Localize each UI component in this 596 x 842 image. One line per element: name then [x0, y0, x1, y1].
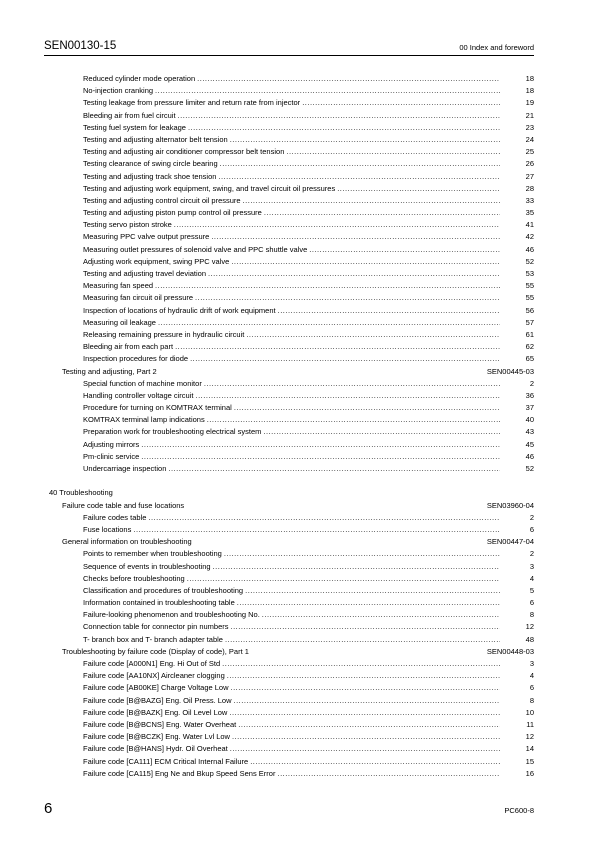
- toc-label: Measuring oil leakage: [83, 317, 156, 327]
- toc-entry: [0, 707, 596, 719]
- dot-leader: [232, 731, 500, 743]
- toc-entry: [0, 743, 596, 755]
- toc-row-content: [49, 487, 502, 499]
- toc-label: Troubleshooting by failure code (Display of code), Part 1: [62, 646, 249, 656]
- toc-label: Failure code [B@BCZK] Eng. Water Lvl Low: [83, 732, 230, 742]
- toc-label: Failure code [B@HANS] Hydr. Oil Overheat: [83, 744, 228, 754]
- toc-entry: [0, 634, 596, 646]
- toc-row-content: [83, 609, 502, 621]
- toc-label: Testing fuel system for leakage: [83, 122, 186, 132]
- dot-leader: [231, 682, 500, 694]
- toc-label: Bleeding air from each part: [83, 342, 174, 352]
- toc-row-content: [83, 353, 502, 365]
- dot-leader: [218, 171, 500, 183]
- toc-row-content: [83, 134, 502, 146]
- toc-entry: [0, 414, 596, 426]
- toc-row-content: [83, 231, 502, 243]
- toc-page-number: 37: [525, 403, 534, 413]
- toc-page-number: 4: [529, 573, 534, 583]
- toc-entry: [0, 561, 596, 573]
- toc-entry: [0, 305, 596, 317]
- toc-row-content: [83, 585, 502, 597]
- toc-page-number: 28: [525, 183, 534, 193]
- toc-entry: [0, 609, 596, 621]
- toc-row-content: [83, 670, 502, 682]
- toc-page-number: 65: [525, 354, 534, 364]
- toc-label: Failure code [A000N1] Eng. Hi Out of Std: [83, 659, 221, 668]
- toc-label: Fuse locations: [83, 524, 132, 534]
- toc-entry: [0, 85, 596, 97]
- toc-label: Failure code [AA10NX] Aircleaner clogging: [83, 671, 225, 681]
- dot-leader: [197, 73, 500, 85]
- toc-entry: [0, 402, 596, 414]
- toc-entry: [0, 292, 596, 304]
- toc-page-number: 27: [525, 171, 534, 181]
- toc-spacer: [0, 475, 596, 487]
- toc-label: Failure-looking phenomenon and troubleshooting No.: [83, 610, 260, 620]
- dot-leader: [141, 439, 500, 451]
- document-code: SEN00130-15: [44, 40, 117, 52]
- toc-entry: [0, 512, 596, 524]
- dot-leader: [234, 402, 500, 414]
- toc-entry: [0, 451, 596, 463]
- toc-page-number: 21: [525, 110, 534, 120]
- dot-leader: [229, 707, 500, 719]
- toc-entry: [0, 682, 596, 694]
- toc-label: T- branch box and T- branch adapter table: [83, 634, 223, 644]
- toc-entry: [0, 695, 596, 707]
- toc-chapter: [0, 487, 596, 499]
- toc-page-number: 8: [529, 695, 534, 705]
- machine-model: PC600-8: [504, 806, 534, 815]
- toc-entry: [0, 756, 596, 768]
- toc-row-content: [83, 280, 502, 292]
- toc-label: Testing and adjusting piston pump control oil pressure: [83, 208, 262, 218]
- toc-page-number: 2: [529, 378, 534, 388]
- toc-page-number: 8: [529, 610, 534, 620]
- toc-entry: [0, 122, 596, 134]
- dot-leader: [278, 305, 500, 317]
- toc-entry: [0, 573, 596, 585]
- toc-page-number: 53: [525, 269, 534, 278]
- toc-page-number: 6: [529, 683, 534, 693]
- toc-label: Testing and adjusting, Part 2: [62, 366, 157, 376]
- dot-leader: [277, 768, 500, 780]
- toc-label: Failure code [AB00KE] Charge Voltage Low: [83, 683, 229, 693]
- dot-leader: [231, 256, 500, 268]
- toc-section: [0, 646, 596, 658]
- dot-leader: [168, 463, 500, 475]
- dot-leader: [208, 268, 500, 280]
- toc-row-content: [83, 85, 502, 97]
- toc-page-number: 14: [525, 744, 534, 754]
- toc-row-content: [83, 292, 502, 304]
- toc-entry: [0, 317, 596, 329]
- toc-label: Testing and adjusting alternator belt tension: [83, 134, 228, 144]
- dot-leader: [286, 146, 500, 158]
- toc-page-number: 10: [525, 707, 534, 717]
- toc-label: Testing servo piston stroke: [83, 220, 172, 230]
- toc-label: Releasing remaining pressure in hydraulic circuit: [83, 329, 245, 339]
- toc-document-code: SEN03960-04: [486, 500, 534, 510]
- dot-leader: [230, 134, 500, 146]
- dot-leader: [178, 110, 500, 122]
- toc-page-number: 33: [525, 195, 534, 205]
- toc-label: Connection table for connector pin numbers: [83, 622, 229, 632]
- toc-label: Testing and adjusting work equipment, swing, and travel circuit oil pressures: [83, 183, 336, 193]
- toc-row-content: [83, 756, 502, 768]
- toc-row-content: [83, 658, 502, 670]
- toc-entry: [0, 219, 596, 231]
- toc-page-number: 52: [525, 256, 534, 266]
- toc-page-number: 52: [525, 464, 534, 473]
- toc-label: Inspection of locations of hydraulic drift of work equipment: [83, 305, 276, 315]
- toc-row-content: [83, 305, 502, 317]
- toc-entry: [0, 110, 596, 122]
- toc-row-content: [83, 707, 502, 719]
- toc-page-number: 40: [525, 415, 534, 425]
- toc-label: Measuring fan speed: [83, 281, 154, 291]
- toc-entry: [0, 256, 596, 268]
- toc-label: Testing clearance of swing circle bearing: [83, 159, 218, 169]
- toc-label: Reduced cylinder mode operation: [83, 74, 196, 83]
- toc-row-content: [83, 219, 502, 231]
- toc-page-number: 36: [525, 390, 534, 400]
- section-title: 00 Index and foreword: [459, 43, 534, 52]
- toc-entry: [0, 231, 596, 243]
- toc-row-content: [83, 402, 502, 414]
- toc-entry: [0, 548, 596, 560]
- toc-entry: [0, 378, 596, 390]
- toc-page-number: 5: [529, 585, 534, 595]
- toc-label: Checks before troubleshooting: [83, 573, 185, 583]
- toc-row-content: [83, 341, 502, 353]
- toc-label: Pm-clinic service: [83, 451, 140, 461]
- toc-row-content: [83, 122, 502, 134]
- dot-leader: [337, 183, 500, 195]
- toc-row-content: [62, 500, 502, 512]
- table-of-contents: [0, 73, 596, 780]
- toc-row-content: [83, 512, 502, 524]
- toc-label: Sequence of events in troubleshooting: [83, 561, 211, 571]
- toc-page-number: 2: [529, 549, 534, 559]
- toc-label: Undercarriage inspection: [83, 464, 167, 473]
- toc-row-content: [83, 110, 502, 122]
- dot-leader: [227, 670, 500, 682]
- toc-row-content: [83, 451, 502, 463]
- toc-page-number: 56: [525, 305, 534, 315]
- dot-leader: [262, 609, 500, 621]
- toc-row-content: [83, 426, 502, 438]
- toc-page-number: 46: [525, 451, 534, 461]
- toc-page-number: 2: [529, 512, 534, 522]
- dot-leader: [250, 756, 500, 768]
- dot-leader: [246, 329, 500, 341]
- toc-row-content: [83, 97, 502, 109]
- toc-page-number: 57: [525, 317, 534, 327]
- dot-leader: [211, 231, 500, 243]
- toc-row-content: [83, 463, 502, 475]
- toc-entry: [0, 268, 596, 280]
- header-divider: [44, 55, 534, 56]
- page-number: 6: [44, 800, 53, 817]
- toc-label: Testing and adjusting track shoe tension: [83, 171, 217, 181]
- toc-section: [0, 366, 596, 378]
- toc-entry: [0, 658, 596, 670]
- toc-entry: [0, 183, 596, 195]
- toc-page-number: 46: [525, 244, 534, 254]
- toc-document-code: SEN00445-03: [486, 366, 534, 376]
- toc-entry: [0, 73, 596, 85]
- dot-leader: [222, 658, 500, 670]
- toc-entry: [0, 280, 596, 292]
- dot-leader: [187, 573, 500, 585]
- dot-leader: [190, 353, 500, 365]
- dot-leader: [188, 122, 500, 134]
- toc-page-number: 48: [525, 634, 534, 644]
- toc-row-content: [62, 646, 502, 658]
- dot-leader: [238, 719, 500, 731]
- toc-entry: [0, 207, 596, 219]
- dot-leader: [141, 451, 500, 463]
- dot-leader: [158, 317, 500, 329]
- toc-entry: [0, 439, 596, 451]
- toc-label: Testing and adjusting travel deviation: [83, 269, 206, 278]
- toc-entry: [0, 426, 596, 438]
- toc-row-content: [83, 146, 502, 158]
- toc-label: Classification and procedures of troubleshooting: [83, 585, 244, 595]
- toc-label: Failure code [B@BCNS] Eng. Water Overheat: [83, 719, 237, 729]
- toc-entry: [0, 670, 596, 682]
- toc-page-number: 55: [525, 281, 534, 291]
- toc-entry: [0, 390, 596, 402]
- toc-page-number: 18: [525, 86, 534, 96]
- toc-label: Adjusting mirrors: [83, 439, 140, 449]
- toc-row-content: [83, 414, 502, 426]
- toc-entry: [0, 731, 596, 743]
- toc-page-number: 35: [525, 208, 534, 218]
- toc-label: Testing and adjusting control circuit oil pressure: [83, 195, 241, 205]
- toc-entry: [0, 719, 596, 731]
- toc-label: Adjusting work equipment, swing PPC valve: [83, 256, 230, 266]
- dot-leader: [155, 280, 500, 292]
- toc-label: No-injection cranking: [83, 86, 154, 96]
- toc-page-number: 18: [525, 74, 534, 83]
- toc-entry: [0, 329, 596, 341]
- dot-leader: [230, 743, 500, 755]
- toc-page-number: 62: [525, 342, 534, 352]
- toc-label: Special function of machine monitor: [83, 378, 202, 388]
- dot-leader: [302, 97, 500, 109]
- toc-row-content: [83, 768, 502, 780]
- toc-label: General information on troubleshooting: [62, 537, 192, 547]
- page-header: [44, 40, 534, 56]
- toc-row-content: [83, 439, 502, 451]
- toc-label: Testing leakage from pressure limiter and return rate from injector: [83, 98, 301, 108]
- dot-leader: [245, 585, 500, 597]
- toc-page-number: 43: [525, 427, 534, 437]
- dot-leader: [237, 597, 500, 609]
- dot-leader: [207, 414, 500, 426]
- toc-label: Measuring outlet pressures of solenoid valve and PPC shuttle valve: [83, 244, 308, 254]
- dot-leader: [213, 561, 500, 573]
- toc-row-content: [83, 329, 502, 341]
- toc-label: Measuring PPC valve output pressure: [83, 232, 210, 242]
- toc-row-content: [83, 597, 502, 609]
- toc-page-number: 15: [525, 756, 534, 766]
- toc-row-content: [83, 158, 502, 170]
- toc-page-number: 12: [525, 622, 534, 632]
- toc-entry: [0, 621, 596, 633]
- toc-row-content: [83, 195, 502, 207]
- toc-label: Bleeding air from fuel circuit: [83, 110, 176, 120]
- toc-label: KOMTRAX terminal lamp indications: [83, 415, 205, 425]
- toc-page-number: 45: [525, 439, 534, 449]
- toc-label: 40 Troubleshooting: [49, 488, 113, 498]
- toc-page-number: 11: [526, 719, 534, 729]
- toc-entry: [0, 171, 596, 183]
- toc-label: Preparation work for troubleshooting electrical system: [83, 427, 262, 437]
- toc-entry: [0, 768, 596, 780]
- toc-entry: [0, 341, 596, 353]
- toc-page-number: 3: [529, 659, 534, 668]
- dot-leader: [220, 158, 500, 170]
- toc-entry: [0, 146, 596, 158]
- dot-leader: [204, 378, 500, 390]
- dot-leader: [195, 292, 500, 304]
- toc-entry: [0, 158, 596, 170]
- toc-row-content: [83, 317, 502, 329]
- toc-page-number: 16: [525, 768, 534, 778]
- toc-label: Points to remember when troubleshooting: [83, 549, 222, 559]
- toc-label: Information contained in troubleshooting table: [83, 598, 235, 608]
- toc-entry: [0, 524, 596, 536]
- toc-row-content: [62, 366, 502, 378]
- toc-label: Handling controller voltage circuit: [83, 390, 194, 400]
- toc-label: Failure codes table: [83, 512, 147, 522]
- toc-document-code: SEN00448-03: [486, 646, 534, 656]
- toc-row-content: [83, 524, 502, 536]
- toc-row-content: [83, 719, 502, 731]
- toc-row-content: [83, 268, 502, 280]
- toc-label: Failure code [B@BAZG] Eng. Oil Press. Low: [83, 695, 232, 705]
- toc-section: [0, 536, 596, 548]
- dot-leader: [133, 524, 500, 536]
- dot-leader: [224, 548, 500, 560]
- dot-leader: [155, 85, 500, 97]
- toc-page-number: 19: [525, 98, 534, 108]
- dot-leader: [195, 390, 500, 402]
- toc-page-number: 6: [529, 598, 534, 608]
- dot-leader: [225, 634, 500, 646]
- dot-leader: [264, 207, 500, 219]
- toc-row-content: [83, 256, 502, 268]
- toc-row-content: [83, 743, 502, 755]
- toc-entry: [0, 353, 596, 365]
- toc-page-number: 23: [525, 122, 534, 132]
- toc-page-number: 4: [529, 671, 534, 681]
- toc-row-content: [83, 695, 502, 707]
- toc-row-content: [83, 73, 502, 85]
- toc-row-content: [83, 731, 502, 743]
- dot-leader: [231, 621, 500, 633]
- toc-page-number: 12: [525, 732, 534, 742]
- dot-leader: [243, 195, 500, 207]
- toc-page-number: 26: [525, 159, 534, 169]
- toc-label: Procedure for turning on KOMTRAX terminal: [83, 403, 232, 413]
- toc-entry: [0, 195, 596, 207]
- toc-entry: [0, 463, 596, 475]
- toc-entry: [0, 597, 596, 609]
- toc-row-content: [83, 621, 502, 633]
- dot-leader: [309, 244, 500, 256]
- toc-page-number: 41: [525, 220, 534, 230]
- toc-row-content: [83, 207, 502, 219]
- toc-entry: [0, 97, 596, 109]
- toc-row-content: [83, 378, 502, 390]
- toc-page-number: 55: [525, 293, 534, 303]
- toc-page-number: 24: [525, 134, 534, 144]
- dot-leader: [234, 695, 500, 707]
- toc-document-code: SEN00447-04: [486, 537, 534, 547]
- dot-leader: [175, 341, 500, 353]
- toc-page-number: 25: [525, 147, 534, 157]
- toc-label: Inspection procedures for diode: [83, 354, 189, 364]
- toc-label: Failure code table and fuse locations: [62, 500, 185, 510]
- toc-row-content: [83, 548, 502, 560]
- toc-row-content: [83, 171, 502, 183]
- toc-page-number: 3: [529, 561, 534, 571]
- toc-row-content: [83, 634, 502, 646]
- toc-row-content: [83, 390, 502, 402]
- toc-row-content: [83, 573, 502, 585]
- toc-page-number: 61: [525, 329, 534, 339]
- dot-leader: [148, 512, 500, 524]
- toc-row-content: [83, 183, 502, 195]
- toc-row-content: [83, 682, 502, 694]
- toc-label: Failure code [B@BAZK] Eng. Oil Level Low: [83, 707, 228, 717]
- toc-entry: [0, 244, 596, 256]
- toc-row-content: [83, 244, 502, 256]
- toc-entry: [0, 134, 596, 146]
- toc-page-number: 6: [529, 524, 534, 534]
- toc-label: Failure code [CA111] ECM Critical Internal Failure: [83, 756, 249, 766]
- dot-leader: [174, 219, 500, 231]
- toc-label: Measuring fan circuit oil pressure: [83, 293, 194, 303]
- toc-entry: [0, 585, 596, 597]
- toc-label: Testing and adjusting air conditioner compressor belt tension: [83, 147, 285, 157]
- toc-page-number: 42: [525, 232, 534, 242]
- toc-row-content: [62, 536, 502, 548]
- dot-leader: [263, 426, 500, 438]
- toc-label: Failure code [CA115] Eng Ne and Bkup Speed Sens Error: [83, 768, 276, 778]
- toc-row-content: [83, 561, 502, 573]
- toc-section: [0, 500, 596, 512]
